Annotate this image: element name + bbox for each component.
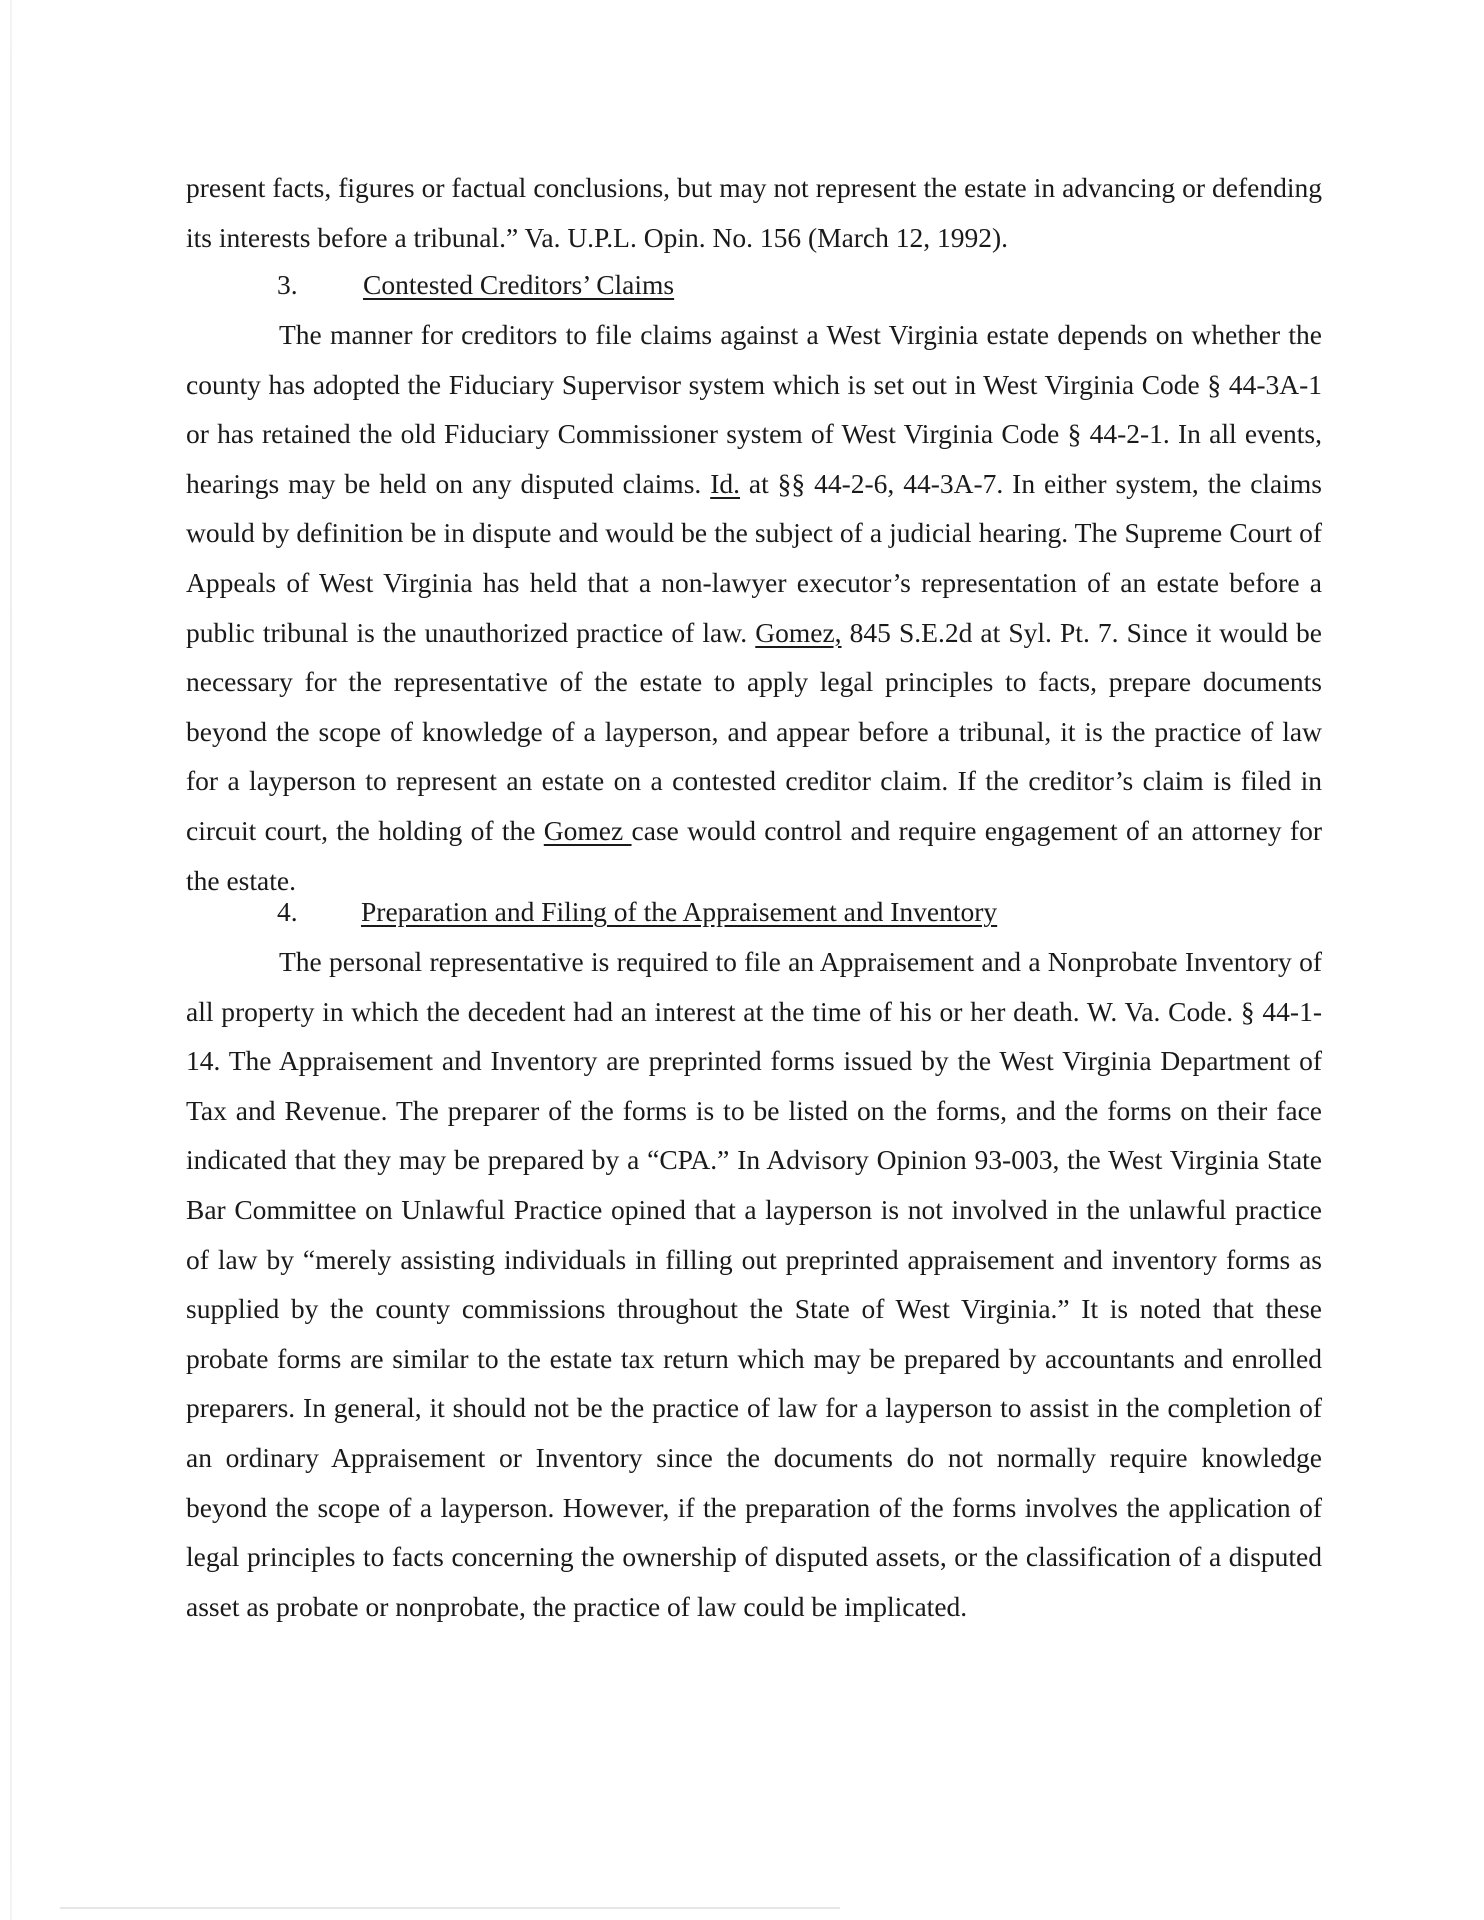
gomez-citation-1: Gomez, xyxy=(755,616,842,648)
section-3-text-part1: The manner for creditors to file claims against a West Virginia estate depends on whether the county has adopted the Fiduciary Supervisor system which is set out in West Virginia Code § 44-3A-1 or has retained the old Fiduciary Commissioner system of West Virginia Code § 44-2-1. In all events, hearings may be held on any disputed claims. xyxy=(186,319,1322,499)
continued-paragraph-text: present facts, figures or factual conclusions, but may not represent the estate in advancing or defending its interests before a tribunal.” Va. U.P.L. Opin. No. 156 (March 12, 1992). xyxy=(186,172,1322,253)
section-3-number: 3. xyxy=(277,269,298,300)
section-4-number: 4. xyxy=(277,896,298,927)
scan-edge-left xyxy=(10,0,12,1920)
section-3-paragraph-text xyxy=(186,310,1322,905)
section-3-text-part3: 845 S.E.2d at Syl. Pt. 7. Since it would be necessary for the representative of the estate to apply legal principles to facts, prepare documents beyond the scope of knowledge of a layperson, and appear before a tribunal, it is the practice of law for a layperson to represent an estate on a contested creditor claim. If the creditor’s claim is filed in circuit court, the holding of the xyxy=(186,616,1323,846)
section-4-paragraph-text: The personal representative is required to file an Appraisement and a Nonprobate Inventory of all property in which the decedent had an interest at the time of his or her death. W. Va. Code. § 44-1-14. The Appraisement and Inventory are preprinted forms issued by the West Virginia Department of Tax and Revenue. The preparer of the forms is to be listed on the forms, and the forms on their face indicated that they may be prepared by a “CPA.” In Advisory Opinion 93-003, the West Virginia State Bar Committee on Unlawful Practice opined that a layperson is not involved in the unlawful practice of law by “merely assisting individuals in filling out preprinted appraisement and inventory forms as supplied by the county commissions throughout the State of West Virginia.” It is noted that these probate forms are similar to the estate tax return which may be prepared by accountants and enrolled preparers. In general, it should not be the practice of law for a layperson to assist in the completion of an ordinary Appraisement or Inventory since the documents do not normally require knowledge beyond the scope of a layperson. However, if the preparation of the forms involves the application of legal principles to facts concerning the ownership of disputed assets, or the classification of a disputed asset as probate or nonprobate, the practice of law could be implicated. xyxy=(186,946,1322,1622)
section-3-text-part2: at §§ 44-2-6, 44-3A-7. In either system, the claims would by definition be in dispute and would be the subject of a judicial hearing. The Supreme Court of Appeals of West Virginia has held that a non-lawyer executor’s representation of an estate before a public tribunal is the unauthorized practice of law. xyxy=(186,467,1322,648)
section-4-paragraph xyxy=(186,937,1322,1631)
id-citation: Id. xyxy=(710,467,740,499)
scan-edge-bottom xyxy=(60,1907,840,1909)
section-4-title: Preparation and Filing of the Appraisement and Inventory xyxy=(361,896,998,927)
section-3-title: Contested Creditors’ Claims xyxy=(363,269,675,300)
section-3-text-part4: case would control and require engagement of an attorney for the estate. xyxy=(186,814,1322,896)
gomez-citation-2: Gomez xyxy=(543,814,632,846)
section-3-paragraph xyxy=(186,310,1322,905)
continued-paragraph xyxy=(186,163,1322,262)
